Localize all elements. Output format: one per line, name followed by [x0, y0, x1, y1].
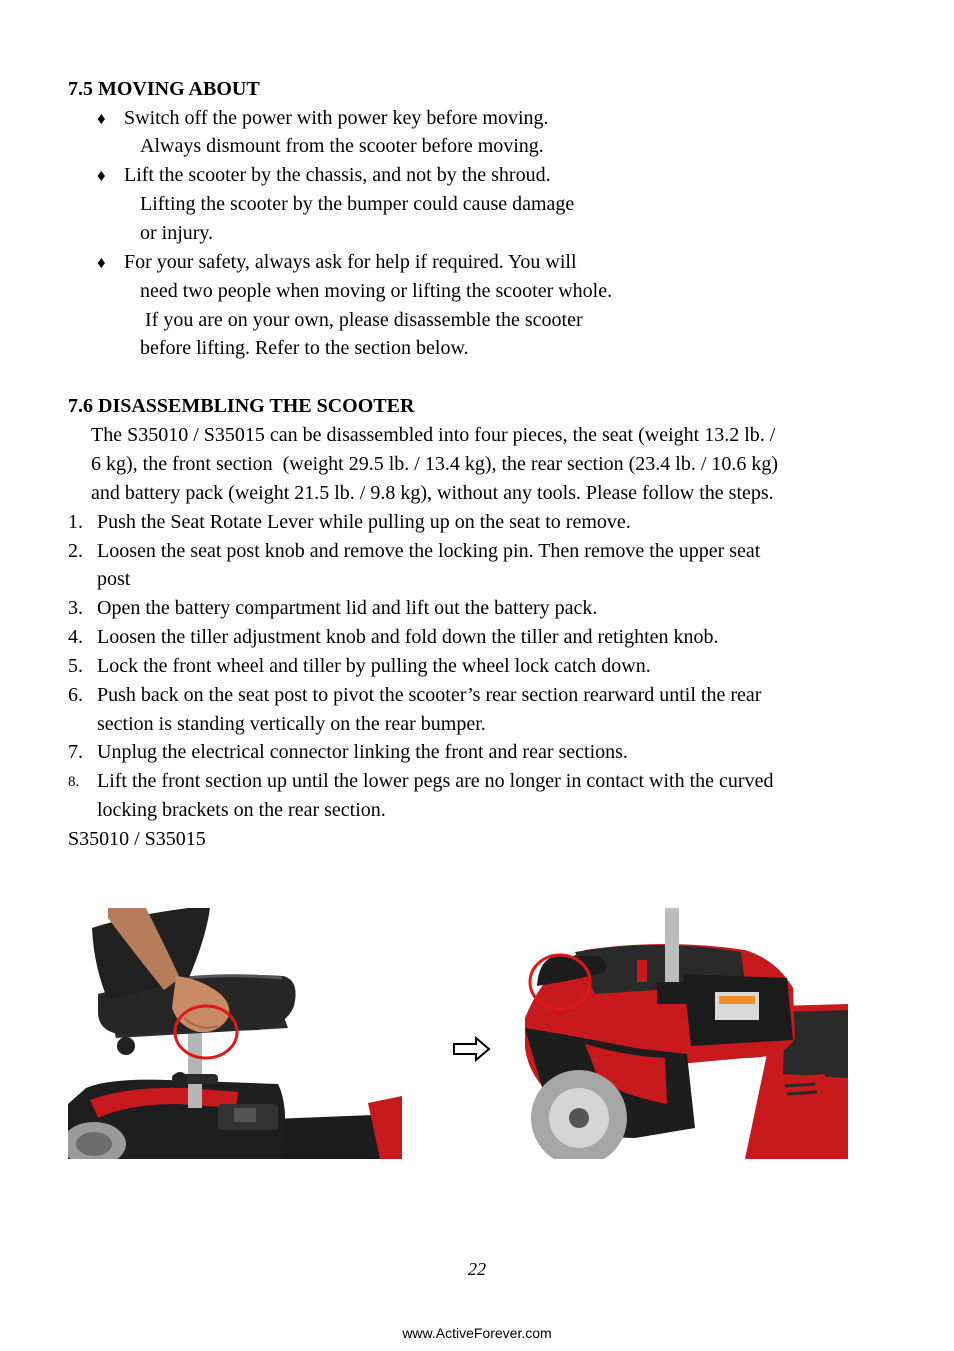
- step-number: 4.: [68, 626, 83, 648]
- paragraph-line: 6 kg), the front section (weight 29.5 lb. / 13.4 kg), the rear section (23.4 lb. / 10.6 kg): [91, 453, 779, 475]
- step-number: 8.: [68, 774, 80, 790]
- step-text: Lock the front wheel and tiller by pulling the wheel lock catch down.: [97, 655, 651, 677]
- bullet-text: Lifting the scooter by the bumper could cause damage: [140, 193, 575, 215]
- step-number: 6.: [68, 684, 83, 706]
- bullet-text: Lift the scooter by the chassis, and not by the shroud.: [124, 164, 551, 186]
- step-text: Unplug the electrical connector linking the front and rear sections.: [97, 741, 628, 763]
- section-heading-moving-about: 7.5 MOVING ABOUT: [68, 78, 260, 100]
- step-number: 3.: [68, 597, 83, 619]
- seat-removal-photo: [68, 908, 402, 1159]
- page-number: 22: [468, 1259, 486, 1279]
- step-text: Loosen the seat post knob and remove the locking pin. Then remove the upper seat: [97, 540, 761, 562]
- step-number: 2.: [68, 540, 83, 562]
- step-text: locking brackets on the rear section.: [97, 799, 386, 821]
- bullet-text: For your safety, always ask for help if required. You will: [124, 251, 577, 273]
- bullet-text: Switch off the power with power key before moving.: [124, 107, 549, 129]
- step-text: Push back on the seat post to pivot the scooter’s rear section rearward until the rear: [97, 684, 762, 706]
- bullet-text: or injury.: [140, 222, 214, 244]
- rear-section-photo: [515, 908, 848, 1159]
- model-label: S35010 / S35015: [68, 828, 206, 850]
- bullet-text: Always dismount from the scooter before moving.: [140, 135, 544, 157]
- bullet-text: If you are on your own, please disassemble the scooter: [140, 309, 583, 331]
- diamond-bullet-icon: ♦: [97, 253, 106, 272]
- step-text: post: [97, 568, 131, 590]
- step-text: Lift the front section up until the lower pegs are no longer in contact with the curved: [97, 770, 774, 792]
- diamond-bullet-icon: ♦: [97, 166, 106, 185]
- right-arrow-outline-icon: [452, 1036, 492, 1062]
- paragraph-line: The S35010 / S35015 can be disassembled into four pieces, the seat (weight 13.2 lb. /: [91, 424, 776, 446]
- bullet-text: need two people when moving or lifting the scooter whole.: [140, 280, 613, 302]
- step-text: Push the Seat Rotate Lever while pulling up on the seat to remove.: [97, 511, 631, 533]
- paragraph-line: and battery pack (weight 21.5 lb. / 9.8 kg), without any tools. Please follow the steps.: [91, 482, 774, 504]
- step-number: 1.: [68, 511, 83, 533]
- website-url: www.ActiveForever.com: [402, 1325, 552, 1341]
- step-number: 5.: [68, 655, 83, 677]
- section-heading-disassembling: 7.6 DISASSEMBLING THE SCOOTER: [68, 395, 415, 417]
- step-text: Open the battery compartment lid and lift out the battery pack.: [97, 597, 598, 619]
- bullet-text: before lifting. Refer to the section below.: [140, 337, 469, 359]
- diamond-bullet-icon: ♦: [97, 109, 106, 128]
- step-text: section is standing vertically on the rear bumper.: [97, 713, 486, 735]
- step-number: 7.: [68, 741, 83, 763]
- step-text: Loosen the tiller adjustment knob and fold down the tiller and retighten knob.: [97, 626, 719, 648]
